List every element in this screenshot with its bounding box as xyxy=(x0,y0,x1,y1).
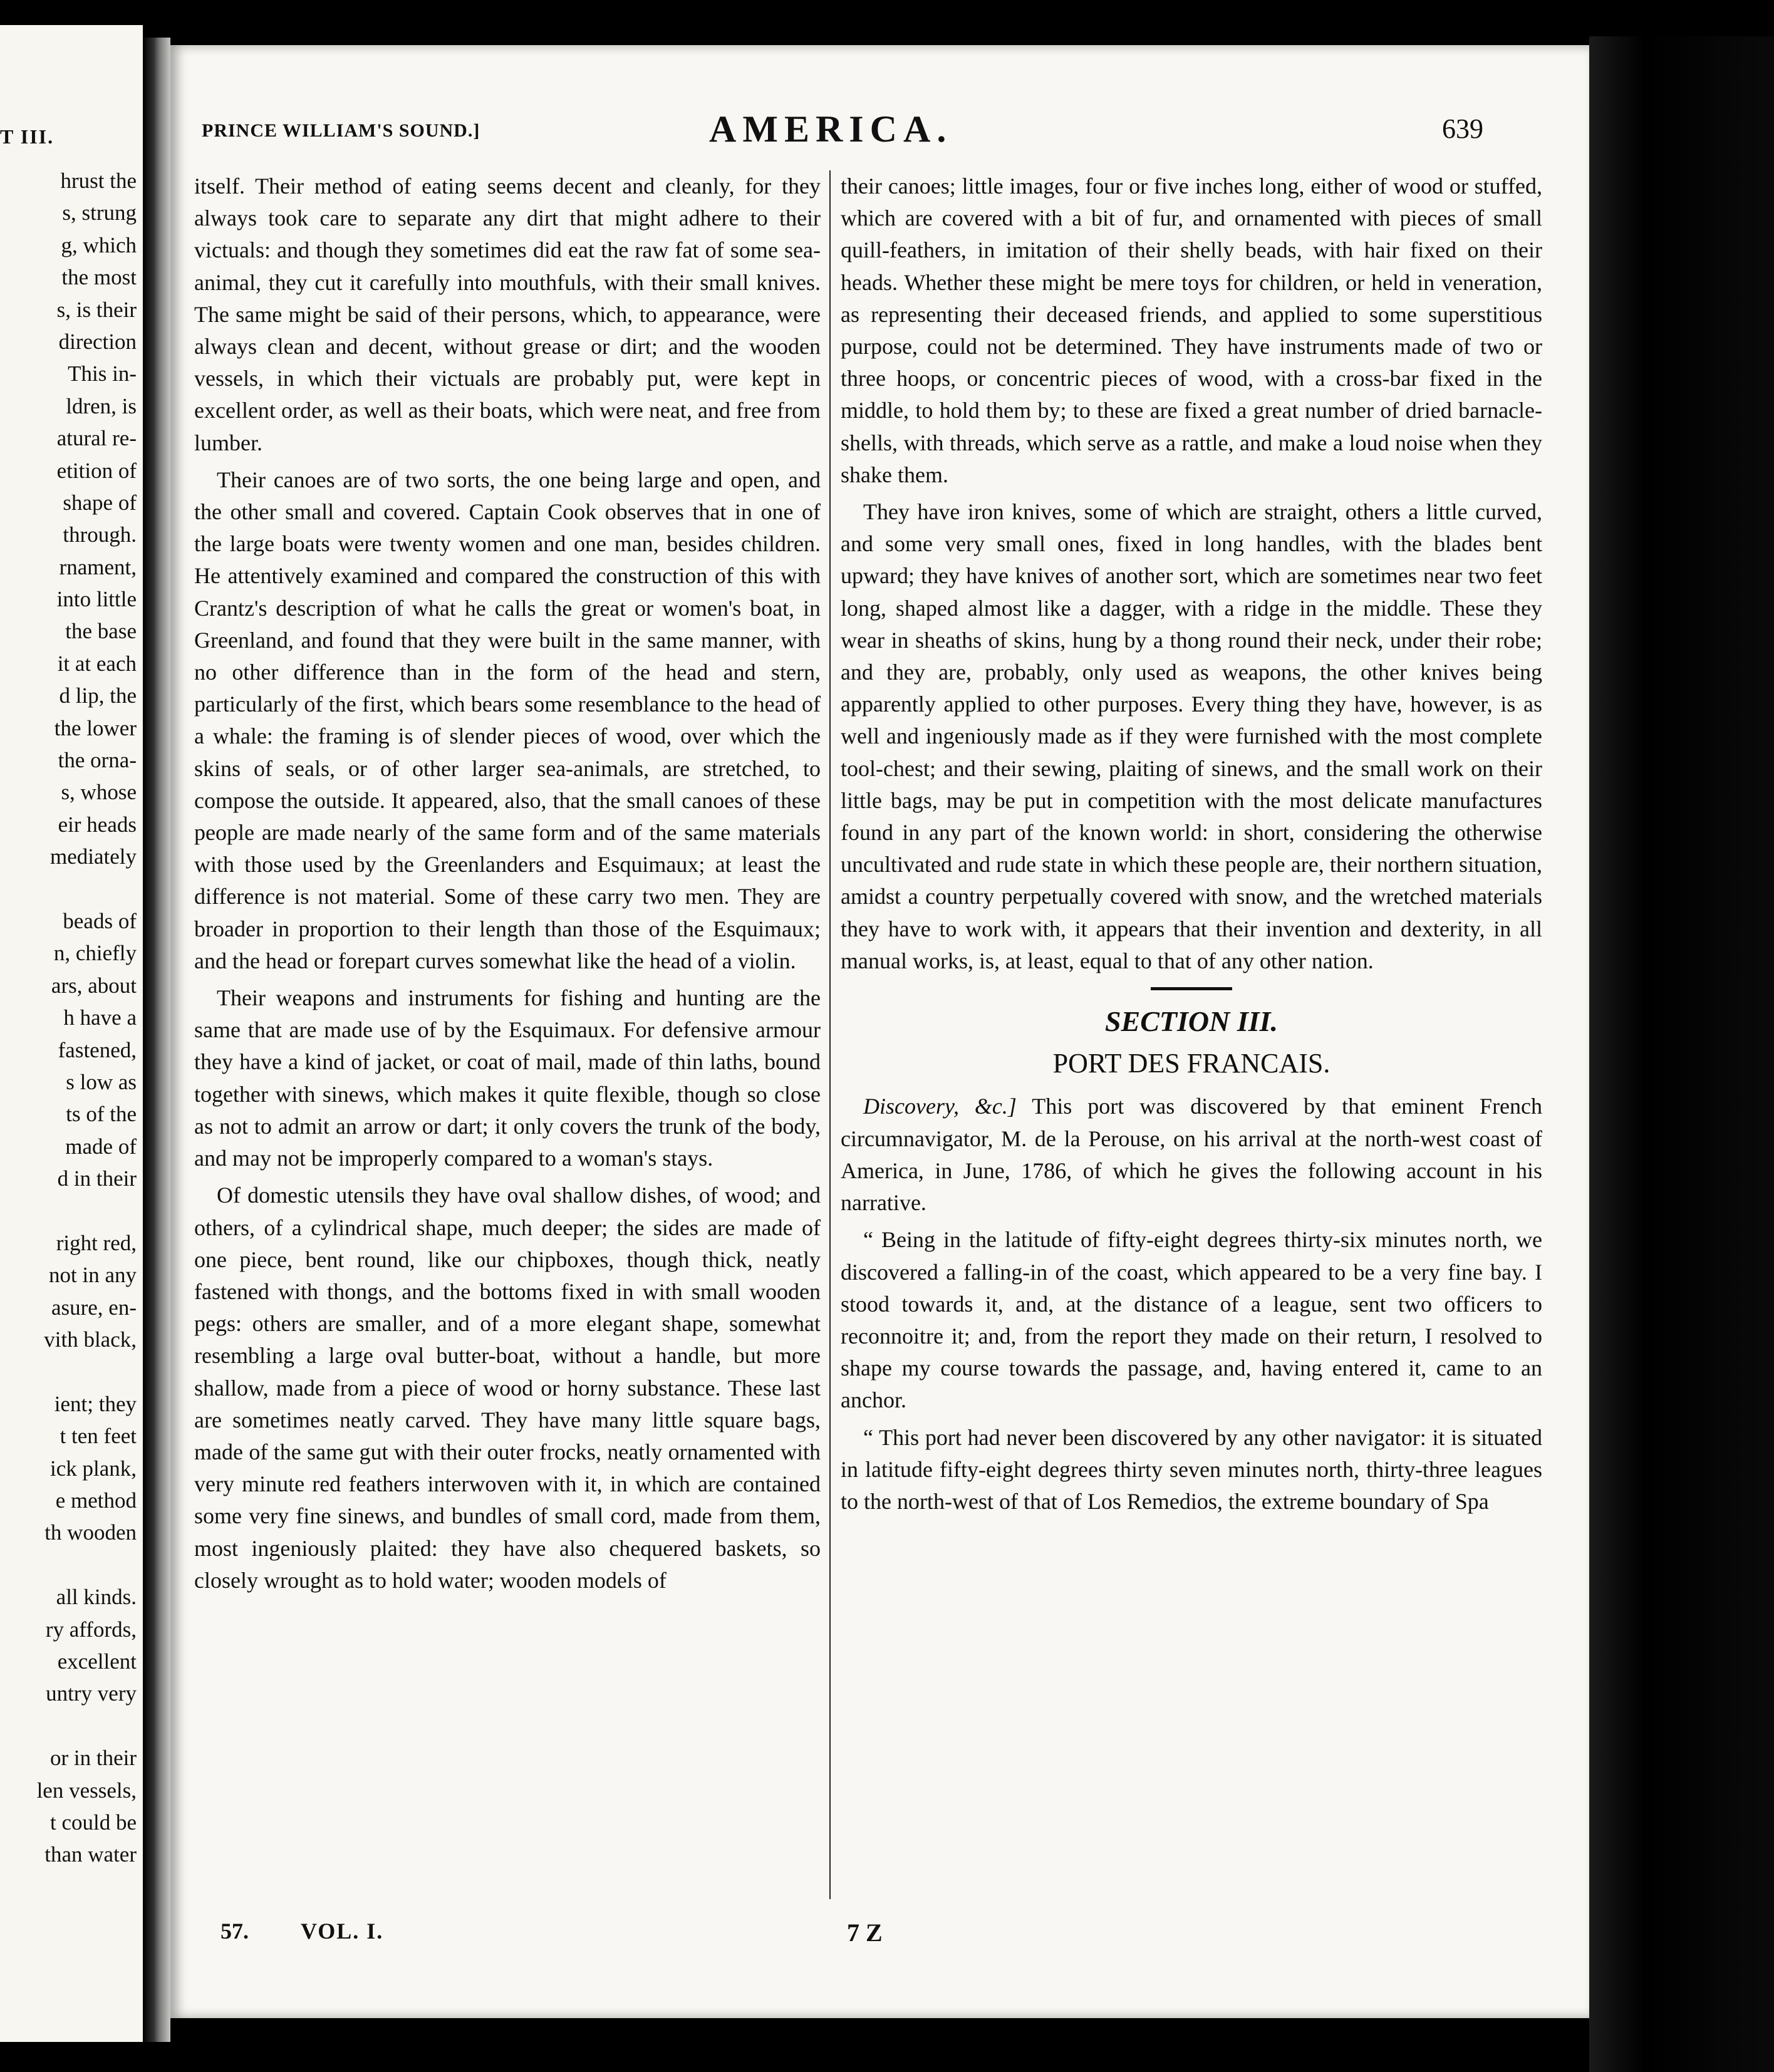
left-page-line: ldren, is xyxy=(66,393,137,418)
left-page-line: the base xyxy=(65,619,137,644)
left-page-line: vith black, xyxy=(44,1327,137,1352)
book-binding xyxy=(1589,36,1774,2072)
left-page-line: the lower xyxy=(54,715,137,740)
paragraph: Of domestic utensils they have oval shallow dishes, of wood; and others, of a cylindrical shape, much deeper; the sides are made of one piece, bent round, like our chipboxes, though thick, neatly fastened with thongs, and the bottoms fixed in with small wooden pegs: others are smaller, and of a more elegant shape, somewhat resembling a large oval butter-boat, without a handle, but more shallow, made from a piece of wood or horny substance. These last are sometimes neatly carved. They have many little square bags, made of the same gut with their outer frocks, neatly ornamented with very minute red feathers interwoven with it, in which are contained some very fine sinews, and bundles of small cord, made from them, most ingeniously plaited: they have also chequered baskets, so closely wrought as to hold water; wooden models of xyxy=(194,1183,821,1593)
left-page-line: d lip, the xyxy=(59,683,137,708)
left-page-line: t ten feet xyxy=(60,1424,137,1449)
paragraph: itself. Their method of eating seems decent and cleanly, for they always took care to separate any dirt that might adhere to their victuals: and though they sometimes did eat the raw fat of some sea-animal, they cut it carefully into mouthfuls, with their small knives. The same might be said of their persons, which, to appearance, were always clean and decent, without grease or dirt; and the wooden vessels, in which their victuals are probably put, were kept in excellent order, as well as their boats, which were neat, and free from lumber. xyxy=(194,174,821,455)
paragraph: “ This port had never been discovered by any other navigator: it is situated in latitude fifty-eight degrees thirty seven minutes north, thirty-three leagues to the north-west of that of Los Remedios, the extreme boundary of Spa xyxy=(841,1424,1542,1514)
left-page-line: s, strung xyxy=(62,200,137,225)
left-page-line: g, which xyxy=(61,232,137,257)
footer-number: 57. xyxy=(220,1919,249,1944)
right-column xyxy=(841,170,1542,1523)
left-page-line: s, whose xyxy=(61,780,137,805)
left-page-line xyxy=(0,1710,137,1742)
left-page-line: rnament, xyxy=(59,554,137,579)
left-page-line: the most xyxy=(61,265,137,290)
lead-in: Discovery, &c.] xyxy=(863,1094,1017,1119)
left-page-line: it at each xyxy=(57,651,137,676)
left-page-line: ick plank, xyxy=(49,1456,137,1481)
left-page-line: th wooden xyxy=(44,1520,137,1545)
left-column xyxy=(194,170,821,1602)
left-page-line: t could be xyxy=(49,1810,137,1835)
paragraph: They have iron knives, some of which are straight, others a little curved, and some very small ones, fixed in long handles, with the blades bent upward; they have knives of another sort, which are sometimes near two feet long, shaped almost like a dagger, with a ridge in the middle. These they wear in sheaths of skins, hung by a thong round their neck, under their robe; and they are, probably, only used as weapons, the other knives being apparently applied to other purposes. Every thing they have, however, is as well and ingeniously made as if they were furnished with the most complete tool-chest; and their sewing, plaiting of sinews, and the small work on their little bags, may be put in competition with the most delicate manufactures found in any part of the known world: in short, considering the otherwise uncultivated and rude state in which these people are, their northern situation, amidst a country perpetually covered with snow, and the wretched materials they have to work with, it appears that their invention and dexterity, in all manual works, is, at least, equal to that of any other nation. xyxy=(841,499,1542,973)
left-page-line: etition of xyxy=(56,458,137,483)
paragraph: “ Being in the latitude of fifty-eight degrees thirty-six minutes north, we discovered a falling-in of the coast, which appeared to be a very fine bay. I stood towards it, and, at the distance of a league, sent two officers to reconnoitre it; and, from the report they made on their return, I resolved to shape my course towards the passage, and, having entered it, came to an anchor. xyxy=(841,1227,1542,1413)
left-page-line: n, chiefly xyxy=(53,941,137,966)
left-page-line: than water xyxy=(44,1842,137,1867)
left-page-line: ts of the xyxy=(66,1102,137,1127)
book-page xyxy=(170,45,1589,2018)
left-page-line: h have a xyxy=(63,1005,137,1030)
left-page-line: into little xyxy=(56,587,137,612)
left-page-line: untry very xyxy=(46,1681,137,1706)
left-page-line: ry affords, xyxy=(45,1617,137,1642)
left-page-line: e method xyxy=(55,1488,137,1513)
paragraph: their canoes; little images, four or five inches long, either of wood or stuffed, which are covered with a bit of fur, and ornamented with pieces of small quill-feathers, in imitation of their shelly beads, with hair fixed on their heads. Whether these might be mere toys for children, or held in veneration, as representing their deceased friends, and applied to some superstitious purpose, could not be determined. They have instruments made of two or three hoops, or concentric pieces of wood, with a cross-bar fixed in the middle, to hold them by; to these are fixed a great number of dried barnacle-shells, with threads, which serve as a rattle, and make a loud noise when they shake them. xyxy=(841,174,1542,487)
paragraph-text: This port was discovered by that eminent French circumnavigator, M. de la Perouse, on his arrival at the north-west coast of America, in June, 1786, of which he gives the following account in his narrative. xyxy=(841,1094,1543,1216)
left-page-line: s, is their xyxy=(56,297,137,322)
left-page-line: direction xyxy=(58,329,137,354)
section-rule xyxy=(1151,987,1232,990)
left-page-line: through. xyxy=(63,522,137,547)
left-page-line: fastened, xyxy=(58,1037,137,1062)
section-title: SECTION III. xyxy=(1104,1005,1279,1038)
left-page-line: asure, en- xyxy=(51,1295,137,1320)
left-page-line: or in their xyxy=(49,1746,137,1771)
book-gutter xyxy=(143,38,170,2042)
running-head-title: AMERICA. xyxy=(709,108,953,150)
left-page-line xyxy=(0,1355,137,1387)
left-page-line: d in their xyxy=(57,1166,137,1191)
running-head-left: PRINCE WILLIAM'S SOUND.] xyxy=(202,120,480,141)
left-page-line: beads of xyxy=(63,908,137,933)
adjacent-left-page xyxy=(0,25,143,2042)
left-page-line: This in- xyxy=(68,361,137,386)
left-page-line: ient; they xyxy=(54,1391,137,1416)
left-page-line: ars, about xyxy=(51,973,137,998)
page-number: 639 xyxy=(1442,113,1483,144)
left-page-line xyxy=(0,1195,137,1227)
left-page-line: excellent xyxy=(57,1649,137,1674)
left-page-line: shape of xyxy=(63,490,137,515)
left-page-line: s low as xyxy=(66,1069,137,1094)
paragraph: Their canoes are of two sorts, the one being large and open, and the other small and covered. Captain Cook observes that in one of the large boats were twenty women and one man, besides children. He attentively examined and compared the construction of this with Crantz's description of what he calls the great or women's boat, in Greenland, and found that they were built in the same manner, with no other difference than in the form of the head and stern, particularly of the first, which bears some resemblance to the head of a whale: the framing is of slender pieces of wood, over which the skins of seals, or of other larger sea-animals, are stretched, to compose the outside. It appeared, also, that the small canoes of these people are made nearly of the same form and of the same materials with those used by the Greenlanders and Esquimaux; at least the difference is not material. Some of these carry two men. They are broader in proportion to their length than those of the Esquimaux; and the head or forepart curves somewhat like the head of a violin. xyxy=(194,467,821,973)
paragraph: Their weapons and instruments for fishing and hunting are the same that are made use of by the Esquimaux. For defensive armour they have a kind of jacket, or coat of mail, made of thin laths, bound together with sinews, which makes it quite flexible, though so close as not to admit an arrow or dart; it only covers the trunk of the body, and may not be improperly compared to a woman's stays. xyxy=(194,985,821,1171)
left-page-line: right red, xyxy=(56,1230,137,1255)
left-page-line: mediately xyxy=(49,844,137,869)
left-page-line: not in any xyxy=(49,1263,137,1288)
left-page-line xyxy=(0,1549,137,1581)
footer-volume: VOL. I. xyxy=(301,1919,384,1944)
left-page-lines xyxy=(0,165,137,1871)
signature-mark: 7 Z xyxy=(847,1919,883,1947)
left-page-heading: T III. xyxy=(0,125,54,148)
left-page-line: atural re- xyxy=(56,426,137,451)
left-page-line: hrust the xyxy=(60,168,137,193)
section-subtitle: PORT DES FRANCAIS. xyxy=(1052,1048,1330,1079)
left-page-line: all kinds. xyxy=(56,1585,137,1610)
column-divider xyxy=(829,170,831,1899)
left-page-line: len vessels, xyxy=(36,1778,137,1803)
left-page-line: the orna- xyxy=(58,748,137,773)
paragraph xyxy=(841,1090,1542,1219)
left-page-line: eir heads xyxy=(58,812,137,837)
left-page-line xyxy=(0,873,137,905)
left-page-line: made of xyxy=(65,1134,137,1159)
